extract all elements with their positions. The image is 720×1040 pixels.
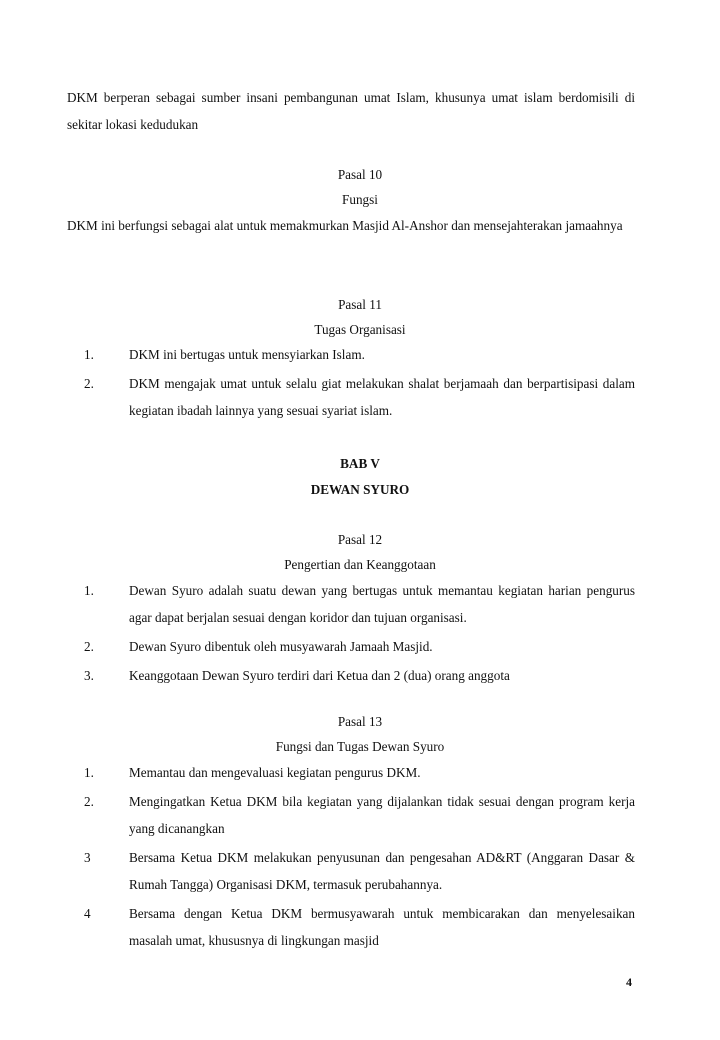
list-item-text: Keanggotaan Dewan Syuro terdiri dari Ketua dan 2 (dua) orang anggota (129, 668, 510, 683)
pasal-10-title: Fungsi (342, 192, 378, 207)
list-item (84, 900, 635, 954)
list-item-text: Mengingatkan Ketua DKM bila kegiatan yang dijalankan tidak sesuai dengan program kerja yang dicanangkan (129, 794, 635, 836)
pasal-11-list (84, 341, 635, 426)
pasal-11-number: Pasal 11 (338, 297, 382, 312)
pasal-13-list (84, 759, 635, 956)
list-item-number: 2. (84, 639, 94, 654)
pasal-12-number: Pasal 12 (337, 532, 383, 547)
list-item (84, 788, 635, 842)
pasal-11-title: Tugas Organisasi (314, 322, 406, 337)
list-item-text: DKM mengajak umat untuk selalu giat melakukan shalat berjamaah dan berpartisipasi dalam kegiatan ibadah lainnya yang sesuai syariat islam. (129, 376, 635, 418)
list-item (84, 759, 635, 786)
list-item-number: 2. (84, 794, 94, 809)
list-item-number: 2. (84, 376, 94, 391)
pasal-13-number: Pasal 13 (337, 714, 383, 729)
list-item-text: Bersama Ketua DKM melakukan penyusunan dan pengesahan AD&RT (Anggaran Dasar & Rumah Tangga) Organisasi DKM, termasuk perubahannya. (129, 850, 635, 892)
list-item-text: Memantau dan mengevaluasi kegiatan pengurus DKM. (129, 765, 421, 780)
list-item-number: 4 (84, 906, 91, 921)
page-number: 4 (626, 975, 632, 989)
list-item-number: 1. (84, 347, 94, 362)
list-item-number: 1. (84, 765, 94, 780)
list-item (84, 633, 635, 660)
pasal-10-paragraph: DKM ini berfungsi sebagai alat untuk memakmurkan Masjid Al-Anshor dan mensejahterakan jamaahnya (67, 218, 623, 233)
list-item-text: DKM ini bertugas untuk mensyiarkan Islam. (129, 347, 365, 362)
pasal-12-title: Pengertian dan Keanggotaan (284, 557, 436, 572)
pasal-13-title: Fungsi dan Tugas Dewan Syuro (275, 739, 445, 754)
intro-paragraph: DKM berperan sebagai sumber insani pembangunan umat Islam, khusunya umat islam berdomisili di sekitar lokasi kedudukan (67, 90, 635, 132)
bab-title: DEWAN SYURO (310, 482, 410, 497)
pasal-10-number: Pasal 10 (337, 167, 383, 182)
list-item-text: Dewan Syuro dibentuk oleh musyawarah Jamaah Masjid. (129, 639, 433, 654)
list-item (84, 577, 635, 631)
list-item (84, 844, 635, 898)
list-item (84, 341, 635, 368)
list-item-text: Dewan Syuro adalah suatu dewan yang bertugas untuk memantau kegiatan harian pengurus agar dapat berjalan sesuai dengan koridor dan tujuan organisasi. (129, 583, 635, 625)
list-item (84, 662, 635, 689)
pasal-12-list (84, 577, 635, 691)
list-item (84, 370, 635, 424)
bab-number: BAB V (340, 456, 380, 471)
list-item-number: 3. (84, 668, 94, 683)
list-item-number: 3 (84, 850, 91, 865)
list-item-text: Bersama dengan Ketua DKM bermusyawarah untuk membicarakan dan menyelesaikan masalah umat, khususnya di lingkungan masjid (129, 906, 635, 948)
list-item-number: 1. (84, 583, 94, 598)
